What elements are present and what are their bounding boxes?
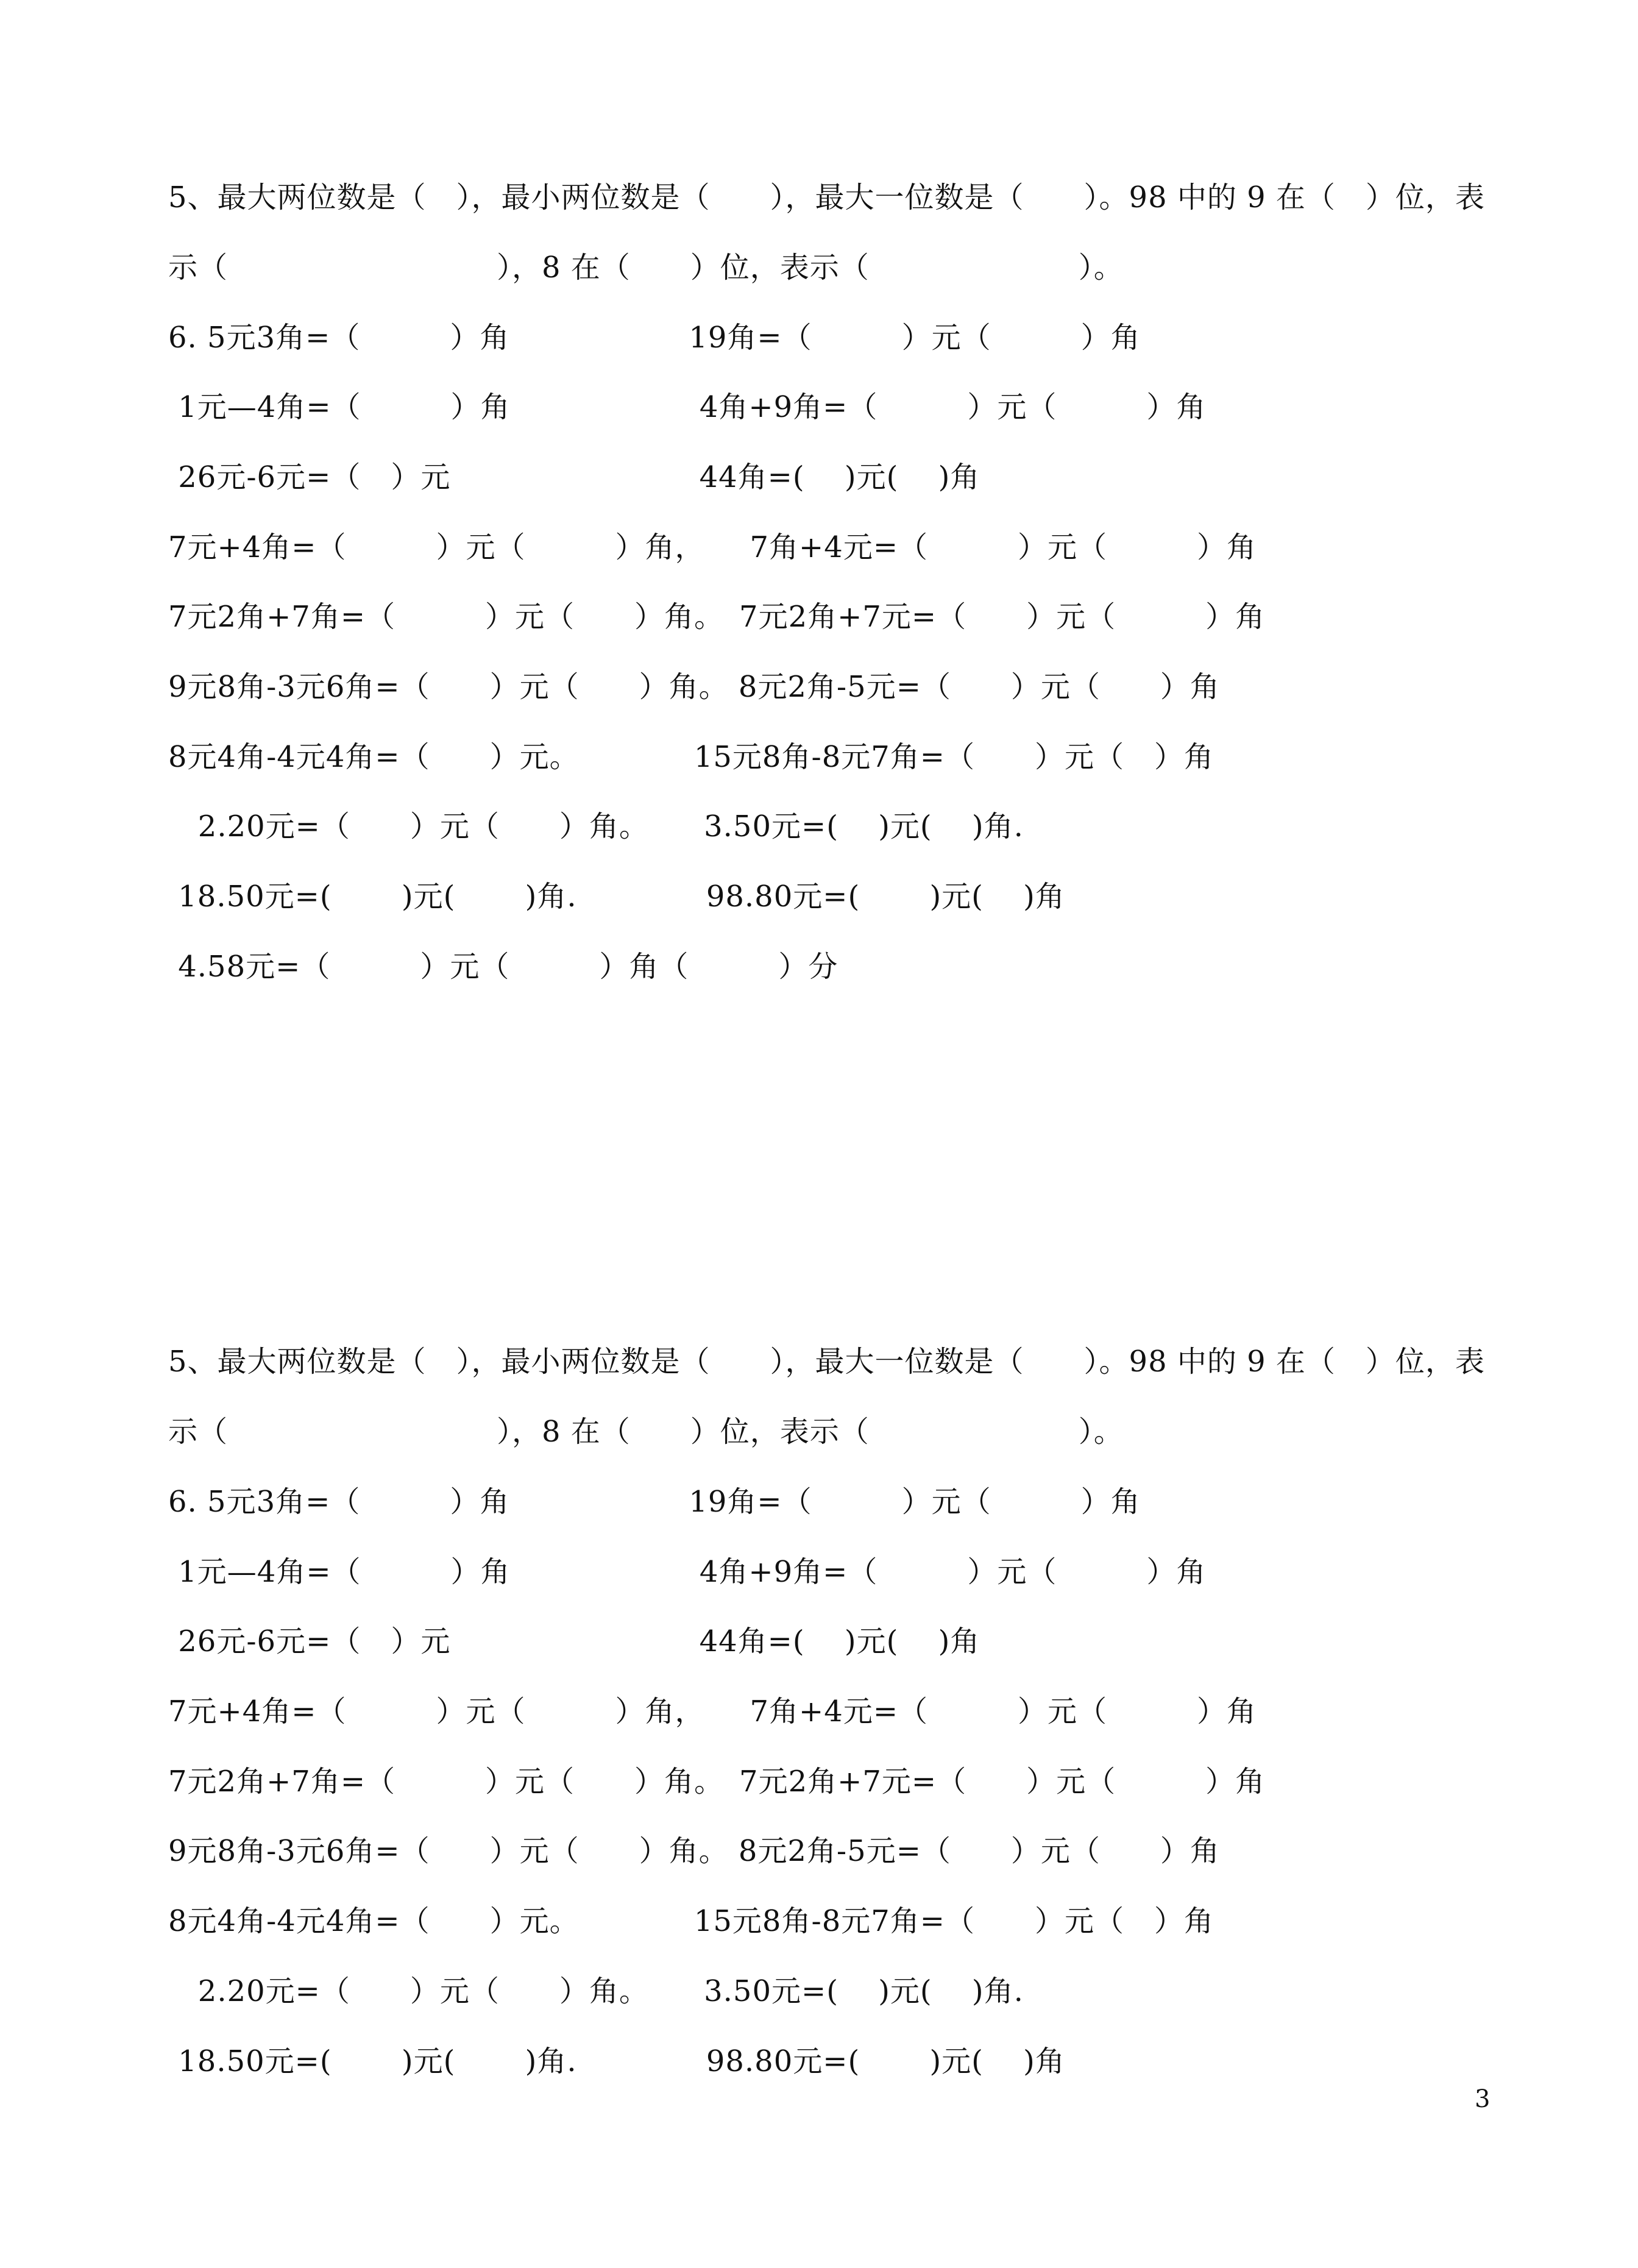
- question-6-row-9: 18.50元=( )元( )角. 98.80元=( )元( )角: [168, 2044, 1065, 2078]
- question-6-row-8: 2.20元=（ ）元（ ）角。 3.50元=( )元( )角.: [168, 1974, 1024, 2008]
- question-5-line-1: 5、最大两位数是（ ），最小两位数是（ ），最大一位数是（ ）。98 中的 9 在（ ）位，表: [168, 180, 1485, 215]
- question-6-row-3: 26元-6元=（ ）元 44角=( )元( )角: [168, 1624, 980, 1658]
- question-6-row-8: 2.20元=（ ）元（ ）角。 3.50元=( )元( )角.: [168, 809, 1024, 844]
- question-6-row-10: 4.58元=（ ）元（ ）角（ ）分: [168, 950, 838, 984]
- question-6-row-2: 1元—4角=（ ）角 4角+9角=（ ）元（ ）角: [168, 1555, 1207, 1589]
- question-6-row-5: 7元2角+7角=（ ）元（ ）角。 7元2角+7元=（ ）元（ ）角: [168, 1765, 1266, 1799]
- question-6-row-7: 8元4角-4元4角=（ ）元。 15元8角-8元7角=（ ）元（ ）角: [168, 1904, 1214, 1938]
- question-6-row-7: 8元4角-4元4角=（ ）元。 15元8角-8元7角=（ ）元（ ）角: [168, 740, 1214, 774]
- question-5-line-2: 示（ ），8 在（ ）位，表示（ ）。: [168, 1415, 1124, 1449]
- question-6-row-2: 1元—4角=（ ）角 4角+9角=（ ）元（ ）角: [168, 390, 1207, 424]
- question-6-row-4: 7元+4角=（ ）元（ ）角， 7角+4元=（ ）元（ ）角: [168, 1694, 1257, 1729]
- question-6-row-4: 7元+4角=（ ）元（ ）角， 7角+4元=（ ）元（ ）角: [168, 530, 1257, 564]
- question-5-line-2: 示（ ），8 在（ ）位，表示（ ）。: [168, 251, 1124, 285]
- question-6-row-9: 18.50元=( )元( )角. 98.80元=( )元( )角: [168, 880, 1065, 914]
- page-number: 3: [1475, 2085, 1491, 2113]
- question-6-row-3: 26元-6元=（ ）元 44角=( )元( )角: [168, 460, 980, 494]
- question-6-row-5: 7元2角+7角=（ ）元（ ）角。 7元2角+7元=（ ）元（ ）角: [168, 600, 1266, 634]
- question-6-row-1: 6. 5元3角=（ ）角 19角=（ ）元（ ）角: [168, 1485, 1141, 1519]
- question-5-line-1: 5、最大两位数是（ ），最小两位数是（ ），最大一位数是（ ）。98 中的 9 在（ ）位，表: [168, 1345, 1485, 1379]
- question-6-row-6: 9元8角-3元6角=（ ）元（ ）角。 8元2角-5元=（ ）元（ ）角: [168, 670, 1220, 704]
- question-6-row-6: 9元8角-3元6角=（ ）元（ ）角。 8元2角-5元=（ ）元（ ）角: [168, 1834, 1220, 1868]
- question-6-row-1: 6. 5元3角=（ ）角 19角=（ ）元（ ）角: [168, 321, 1141, 355]
